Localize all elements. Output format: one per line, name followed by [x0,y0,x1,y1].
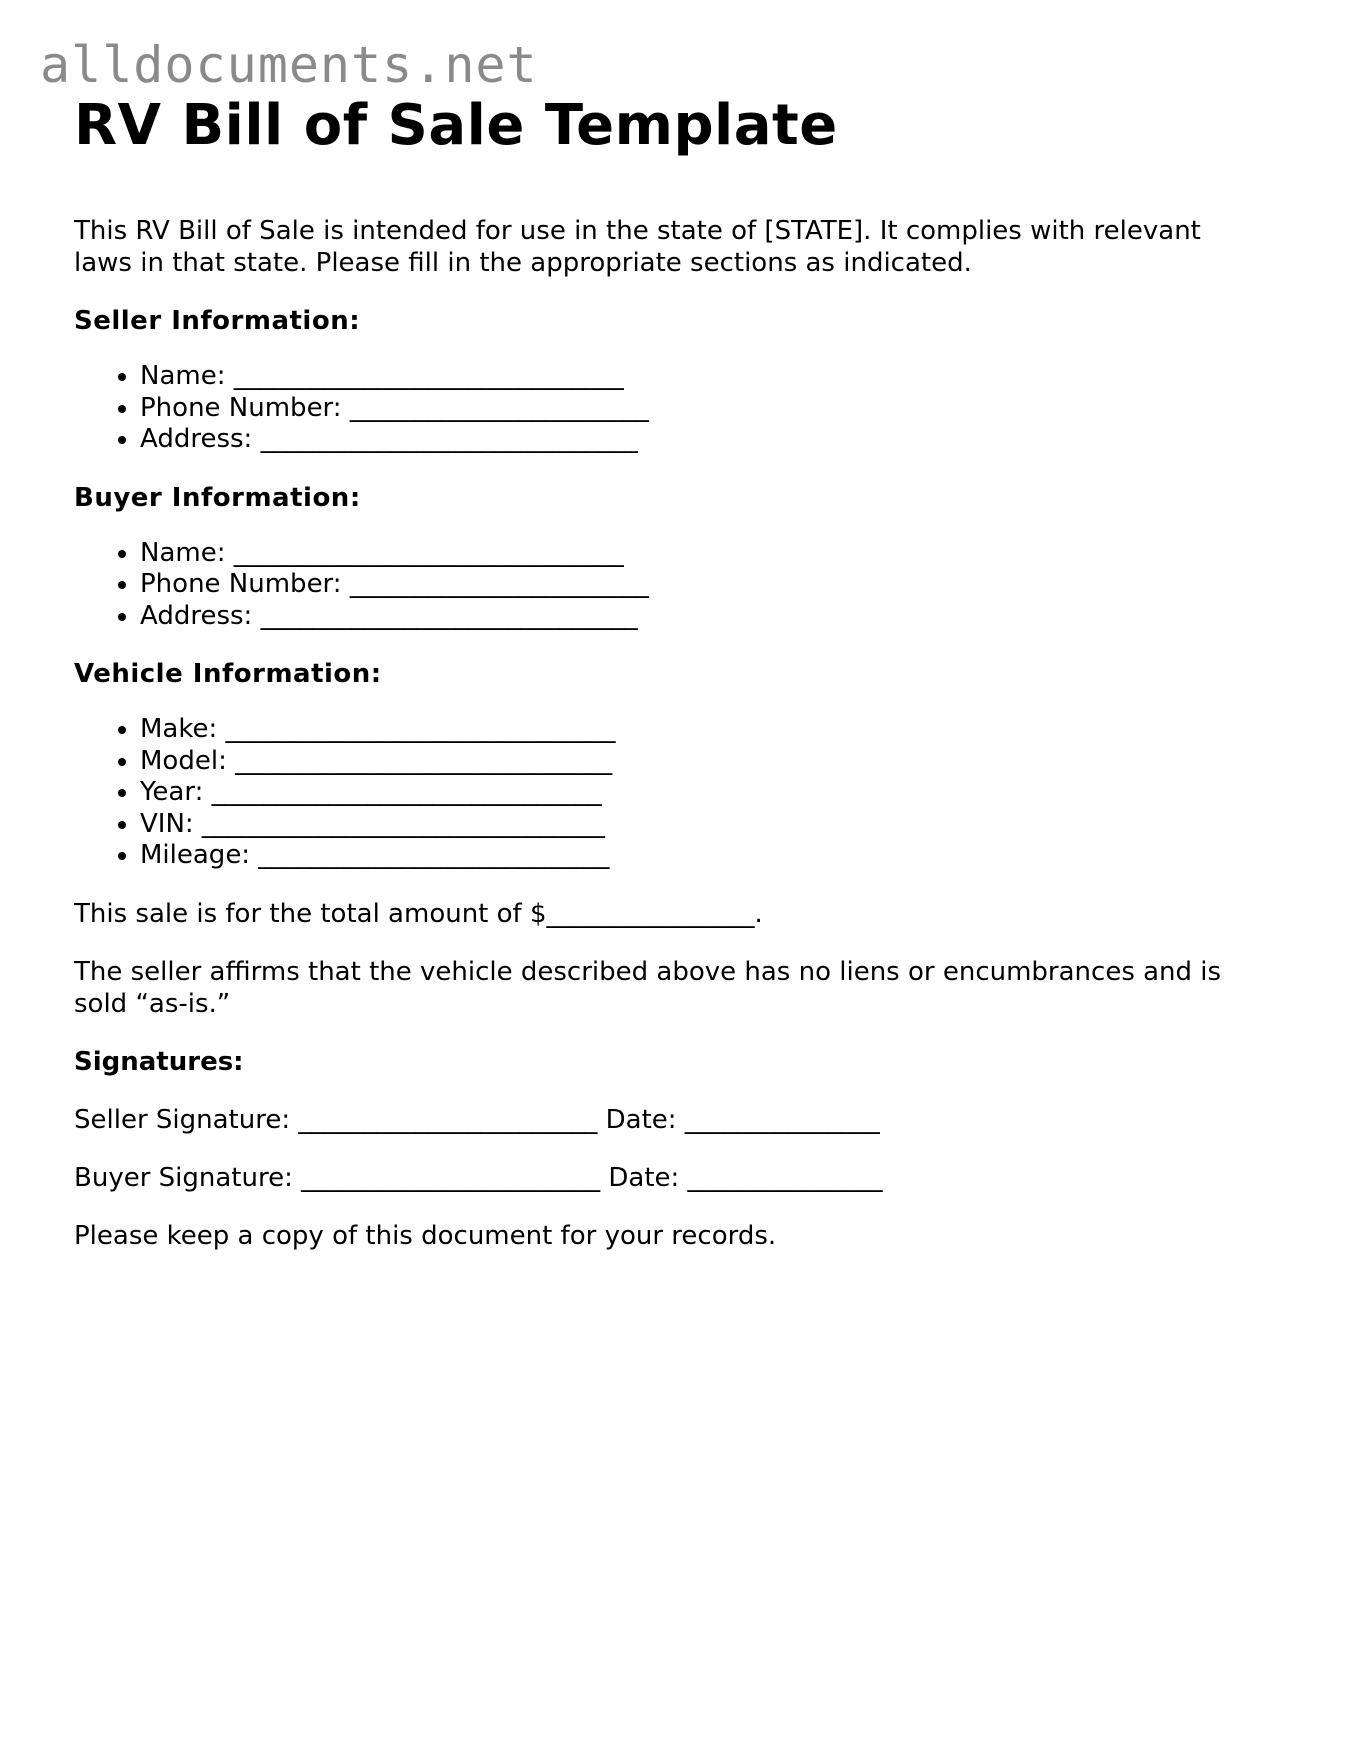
buyer-information-heading: Buyer Information: [74,482,361,513]
seller-affirmation: The seller affirms that the vehicle described above has no liens or encumbrances and is sold “as-is.” [74,956,1222,1019]
vehicle-make-field[interactable]: • Make: ______________________________ [140,714,1274,746]
signatures-heading: Signatures: [74,1046,244,1077]
buyer-name-field[interactable]: • Name: ______________________________ [140,538,1274,570]
buyer-address-field[interactable]: • Address: _____________________________ [140,601,1274,633]
intro-paragraph: This RV Bill of Sale is intended for use in the state of [STATE]. It complies with relevant laws in that state. Please fill in the appropriate sections as indicated. [74,216,1201,279]
vehicle-year-field[interactable]: • Year: ______________________________ [140,777,1274,809]
vehicle-information-heading: Vehicle Information: [74,659,382,690]
seller-address-field[interactable]: • Address: _____________________________ [140,424,1274,456]
closing-note: Please keep a copy of this document for your records. [74,1220,777,1251]
vehicle-vin-field[interactable]: • VIN: _______________________________ [140,809,1274,841]
document-page [74,92,1274,1252]
seller-information-list [74,361,1274,456]
seller-information-heading: Seller Information: [74,306,361,337]
buyer-phone-field[interactable]: • Phone Number: _______________________ [140,569,1274,601]
buyer-signature-line[interactable]: Buyer Signature: _______________________ Date: _______________ [74,1162,883,1193]
seller-phone-field[interactable]: • Phone Number: _______________________ [140,393,1274,425]
buyer-information-list [74,538,1274,633]
vehicle-model-field[interactable]: • Model: _____________________________ [140,746,1274,778]
seller-signature-line[interactable]: Seller Signature: _______________________ Date: _______________ [74,1104,880,1135]
vehicle-information-list [74,714,1274,872]
sale-amount-line[interactable]: This sale is for the total amount of $________________. [74,898,763,929]
watermark: alldocuments.net [40,36,538,94]
vehicle-mileage-field[interactable]: • Mileage: ___________________________ [140,840,1274,872]
document-title: RV Bill of Sale Template [74,93,838,158]
seller-name-field[interactable]: • Name: ______________________________ [140,361,1274,393]
